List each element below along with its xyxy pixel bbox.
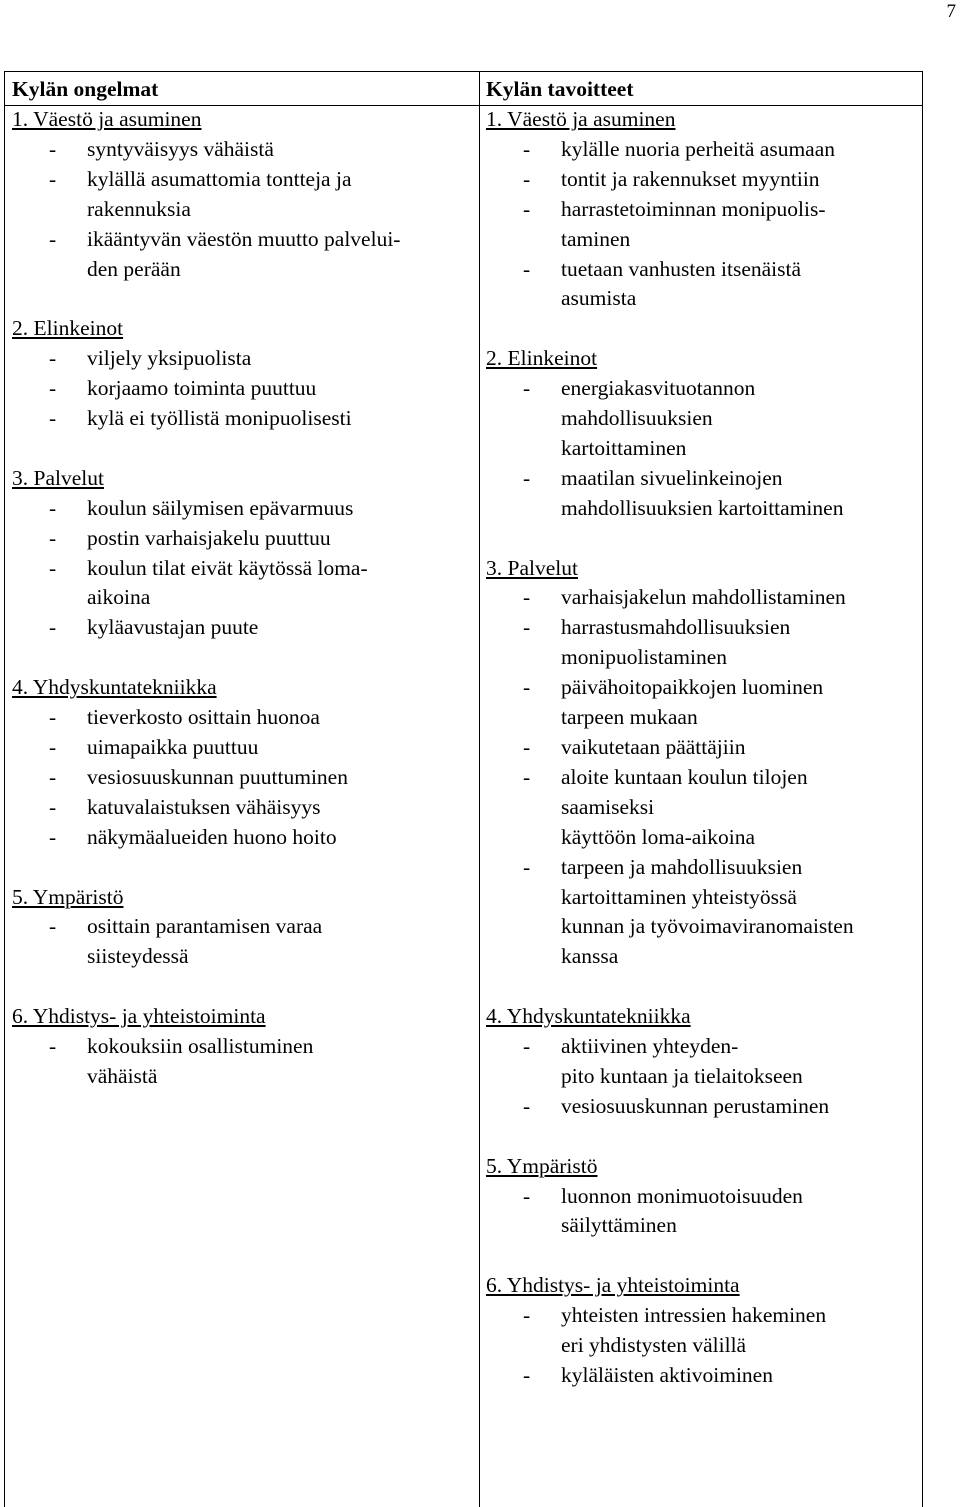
list-item <box>12 165 474 225</box>
list-item-line: taminen <box>561 226 631 251</box>
list-item-line: kyläläisten aktivoiminen <box>561 1362 773 1387</box>
bullet-dash: - <box>523 376 531 401</box>
list-item-line: tarpeen mukaan <box>561 705 698 730</box>
bullet-dash: - <box>523 1093 531 1118</box>
list-item-line: siisteydessä <box>87 944 189 969</box>
list-item-line: kartoittaminen <box>561 435 687 460</box>
section <box>486 344 918 523</box>
list-item <box>12 344 474 374</box>
list-item-line: vesiosuuskunnan puuttuminen <box>87 764 348 789</box>
list-item-line: kylä ei työllistä monipuolisesti <box>87 406 352 431</box>
list-item <box>12 554 474 614</box>
list-item-line: harrastusmahdollisuuksien <box>561 615 791 640</box>
list-item <box>486 1092 918 1122</box>
section-title: 3. Palvelut <box>12 465 104 490</box>
list-item-line: tuetaan vanhusten itsenäistä <box>561 256 802 281</box>
bullet-dash: - <box>49 555 57 580</box>
list-item <box>12 733 474 763</box>
problems-column <box>12 72 474 1122</box>
section <box>12 1002 474 1092</box>
list-item <box>486 255 918 315</box>
list-item-line: vaikutetaan päättäjiin <box>561 735 746 759</box>
list-item <box>12 225 474 285</box>
list-item-line: kartoittaminen yhteistyössä <box>561 884 797 909</box>
list-item <box>12 703 474 733</box>
list-item-line: korjaamo toiminta puuttuu <box>87 376 317 401</box>
list-item <box>486 374 918 464</box>
list-item-line: uimapaikka puuttuu <box>87 734 259 759</box>
list-item <box>486 763 918 853</box>
list-item <box>12 494 474 524</box>
bullet-dash: - <box>49 914 57 939</box>
bullet-dash: - <box>49 495 57 520</box>
list-item-line: varhaisjakelun mahdollistaminen <box>561 585 846 610</box>
list-item <box>486 1301 918 1361</box>
problems-body <box>12 105 474 1092</box>
bullet-dash: - <box>49 1034 57 1059</box>
list-item-line: syntyväisyys vähäistä <box>87 136 274 161</box>
section-title: 4. Yhdyskuntatekniikka <box>12 675 217 700</box>
bullet-dash: - <box>49 136 57 161</box>
bullet-dash: - <box>49 226 57 251</box>
section <box>486 105 918 314</box>
list-item <box>486 1032 918 1092</box>
bullet-dash: - <box>49 734 57 759</box>
bullet-dash: - <box>523 1034 531 1059</box>
list-item-line: tarpeen ja mahdollisuuksien <box>561 854 803 879</box>
section-title: 5. Ympäristö <box>486 1153 598 1178</box>
bullet-dash: - <box>49 615 57 640</box>
bullet-dash: - <box>523 735 531 759</box>
list-item-line: kyläavustajan puute <box>87 615 259 640</box>
section-title: 6. Yhdistys- ja yhteistoiminta <box>486 1273 740 1298</box>
section-title: 1. Väestö ja asuminen <box>12 107 202 131</box>
list-item-line: harrastetoiminnan monipuolis- <box>561 196 826 221</box>
section-title: 1. Väestö ja asuminen <box>486 107 676 131</box>
list-item-line: ikääntyvän väestön muutto palvelui- <box>87 226 401 251</box>
list-item-line: yhteisten intressien hakeminen <box>561 1303 827 1328</box>
section <box>12 883 474 973</box>
list-item <box>486 673 918 733</box>
list-item-line: kanssa <box>561 944 619 969</box>
list-item-line: vesiosuuskunnan perustaminen <box>561 1093 830 1118</box>
bullet-dash: - <box>523 1303 531 1328</box>
bullet-dash: - <box>523 615 531 640</box>
bullet-dash: - <box>49 525 57 550</box>
section <box>12 464 474 643</box>
section-title: 3. Palvelut <box>486 555 578 580</box>
list-item-line: kunnan ja työvoimaviranomaisten <box>561 914 854 939</box>
list-item <box>486 613 918 673</box>
list-item-line: luonnon monimuotoisuuden <box>561 1183 803 1208</box>
list-item-line: energiakasvituotannon <box>561 376 756 401</box>
list-item <box>12 404 474 434</box>
list-item <box>486 1182 918 1242</box>
list-item-line: koulun tilat eivät käytössä loma- <box>87 555 368 580</box>
section <box>12 105 474 284</box>
list-item-line: kokouksiin osallistuminen <box>87 1034 314 1059</box>
list-item <box>12 763 474 793</box>
bullet-dash: - <box>49 376 57 401</box>
list-item <box>12 1032 474 1092</box>
section <box>12 314 474 434</box>
list-item-line: käyttöön loma-aikoina <box>561 824 756 849</box>
bullet-dash: - <box>523 136 531 161</box>
goals-column <box>486 72 918 1421</box>
bullet-dash: - <box>49 764 57 789</box>
bullet-dash: - <box>523 256 531 281</box>
list-item <box>486 135 918 165</box>
bullet-dash: - <box>523 675 531 700</box>
list-item <box>12 912 474 972</box>
list-item <box>486 853 918 973</box>
list-item-line: eri yhdistysten välillä <box>561 1333 747 1358</box>
list-item <box>486 583 918 613</box>
bullet-dash: - <box>523 166 531 191</box>
list-item-line: näkymäalueiden huono hoito <box>87 824 337 849</box>
bullet-dash: - <box>523 1183 531 1208</box>
section <box>486 1002 918 1122</box>
list-item-line: asumista <box>561 286 637 311</box>
list-item-line: koulun säilymisen epävarmuus <box>87 495 354 520</box>
bullet-dash: - <box>523 196 531 221</box>
list-item-line: monipuolistaminen <box>561 645 728 670</box>
list-item-line: mahdollisuuksien <box>561 406 713 431</box>
section <box>486 1271 918 1391</box>
bullet-dash: - <box>523 764 531 789</box>
list-item-line: mahdollisuuksien kartoittaminen <box>561 495 844 520</box>
list-item-line: kylälle nuoria perheitä asumaan <box>561 136 836 161</box>
list-item-line: aloite kuntaan koulun tilojen <box>561 764 808 789</box>
list-item-line: vähäistä <box>87 1063 158 1088</box>
list-item-line: viljely yksipuolista <box>87 346 252 371</box>
goals-header: Kylän tavoitteet <box>486 77 634 101</box>
list-item <box>486 733 918 763</box>
list-item-line: saamiseksi <box>561 794 655 819</box>
list-item <box>486 195 918 255</box>
bullet-dash: - <box>49 824 57 849</box>
bullet-dash: - <box>523 585 531 610</box>
bullet-dash: - <box>49 406 57 431</box>
list-item <box>486 464 918 524</box>
bullet-dash: - <box>49 705 57 730</box>
goals-body <box>486 105 918 1391</box>
section-title: 5. Ympäristö <box>12 884 124 909</box>
list-item-line: maatilan sivuelinkeinojen <box>561 465 783 490</box>
list-item-line: osittain parantamisen varaa <box>87 914 323 939</box>
column-divider <box>479 72 480 1507</box>
list-item-line: katuvalaistuksen vähäisyys <box>87 794 321 819</box>
list-item-line: tontit ja rakennukset myyntiin <box>561 166 820 191</box>
list-item-line: rakennuksia <box>87 196 191 221</box>
list-item-line: tieverkosto osittain huonoa <box>87 705 320 730</box>
list-item <box>12 613 474 643</box>
list-item <box>12 524 474 554</box>
section <box>486 554 918 973</box>
bullet-dash: - <box>523 1362 531 1387</box>
bullet-dash: - <box>523 465 531 490</box>
goals-problems-table <box>4 71 923 1507</box>
section-title: 6. Yhdistys- ja yhteistoiminta <box>12 1004 266 1029</box>
list-item-line: säilyttäminen <box>561 1213 677 1238</box>
section-title: 2. Elinkeinot <box>486 346 598 371</box>
page-number: 7 <box>946 1 956 22</box>
section <box>486 1152 918 1242</box>
list-item-line: aikoina <box>87 585 151 610</box>
list-item-line: postin varhaisjakelu puuttuu <box>87 525 331 550</box>
list-item <box>12 793 474 823</box>
list-item <box>12 823 474 853</box>
bullet-dash: - <box>49 794 57 819</box>
section-title: 4. Yhdyskuntatekniikka <box>486 1004 691 1029</box>
bullet-dash: - <box>49 346 57 371</box>
list-item-line: pito kuntaan ja tielaitokseen <box>561 1063 803 1088</box>
list-item-line: kylällä asumattomia tontteja ja <box>87 166 352 191</box>
list-item <box>12 135 474 165</box>
section <box>12 673 474 852</box>
section-title: 2. Elinkeinot <box>12 316 124 341</box>
bullet-dash: - <box>49 166 57 191</box>
problems-header: Kylän ongelmat <box>12 77 159 101</box>
list-item-line: päivähoitopaikkojen luominen <box>561 675 824 700</box>
list-item-line: den perään <box>87 256 181 281</box>
list-item <box>486 1361 918 1391</box>
list-item <box>12 374 474 404</box>
bullet-dash: - <box>523 854 531 879</box>
list-item <box>486 165 918 195</box>
list-item-line: aktiivinen yhteyden- <box>561 1034 739 1059</box>
